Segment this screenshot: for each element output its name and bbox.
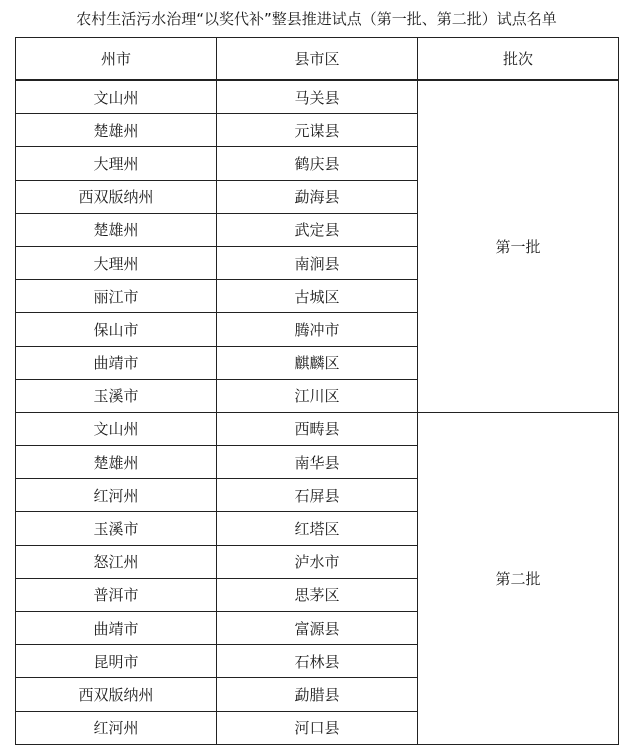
cell-county: 江川区 (217, 379, 418, 412)
cell-batch: 第一批 (418, 80, 619, 412)
cell-county: 思茅区 (217, 578, 418, 611)
table-header-row (16, 38, 619, 81)
cell-county: 勐腊县 (217, 678, 418, 711)
cell-prefecture: 曲靖市 (16, 346, 217, 379)
cell-county: 元谋县 (217, 114, 418, 147)
cell-prefecture: 楚雄州 (16, 114, 217, 147)
pilot-list-table (15, 37, 619, 745)
cell-county: 南华县 (217, 446, 418, 479)
header-batch: 批次 (418, 38, 619, 81)
cell-county: 红塔区 (217, 512, 418, 545)
cell-prefecture: 西双版纳州 (16, 180, 217, 213)
cell-prefecture: 楚雄州 (16, 446, 217, 479)
cell-prefecture: 普洱市 (16, 578, 217, 611)
cell-county: 腾冲市 (217, 313, 418, 346)
cell-prefecture: 昆明市 (16, 645, 217, 678)
cell-county: 西畴县 (217, 412, 418, 445)
cell-county: 古城区 (217, 280, 418, 313)
cell-prefecture: 保山市 (16, 313, 217, 346)
cell-prefecture: 文山州 (16, 412, 217, 445)
header-prefecture: 州市 (16, 38, 217, 81)
cell-prefecture: 怒江州 (16, 545, 217, 578)
cell-prefecture: 曲靖市 (16, 612, 217, 645)
cell-prefecture: 玉溪市 (16, 379, 217, 412)
cell-county: 石屏县 (217, 479, 418, 512)
cell-prefecture: 文山州 (16, 80, 217, 114)
cell-batch: 第二批 (418, 412, 619, 744)
cell-county: 泸水市 (217, 545, 418, 578)
cell-prefecture: 大理州 (16, 246, 217, 279)
cell-county: 勐海县 (217, 180, 418, 213)
cell-prefecture: 楚雄州 (16, 213, 217, 246)
cell-county: 富源县 (217, 612, 418, 645)
cell-county: 鹤庆县 (217, 147, 418, 180)
cell-prefecture: 玉溪市 (16, 512, 217, 545)
cell-prefecture: 红河州 (16, 479, 217, 512)
table-row (16, 80, 619, 114)
cell-prefecture: 丽江市 (16, 280, 217, 313)
cell-county: 石林县 (217, 645, 418, 678)
table-row (16, 412, 619, 445)
cell-county: 河口县 (217, 711, 418, 744)
cell-county: 武定县 (217, 213, 418, 246)
header-county: 县市区 (217, 38, 418, 81)
cell-county: 马关县 (217, 80, 418, 114)
cell-prefecture: 大理州 (16, 147, 217, 180)
cell-prefecture: 西双版纳州 (16, 678, 217, 711)
document-title: 农村生活污水治理“以奖代补”整县推进试点（第一批、第二批）试点名单 (76, 10, 557, 28)
cell-county: 南涧县 (217, 246, 418, 279)
cell-county: 麒麟区 (217, 346, 418, 379)
cell-prefecture: 红河州 (16, 711, 217, 744)
table-body (16, 80, 619, 744)
